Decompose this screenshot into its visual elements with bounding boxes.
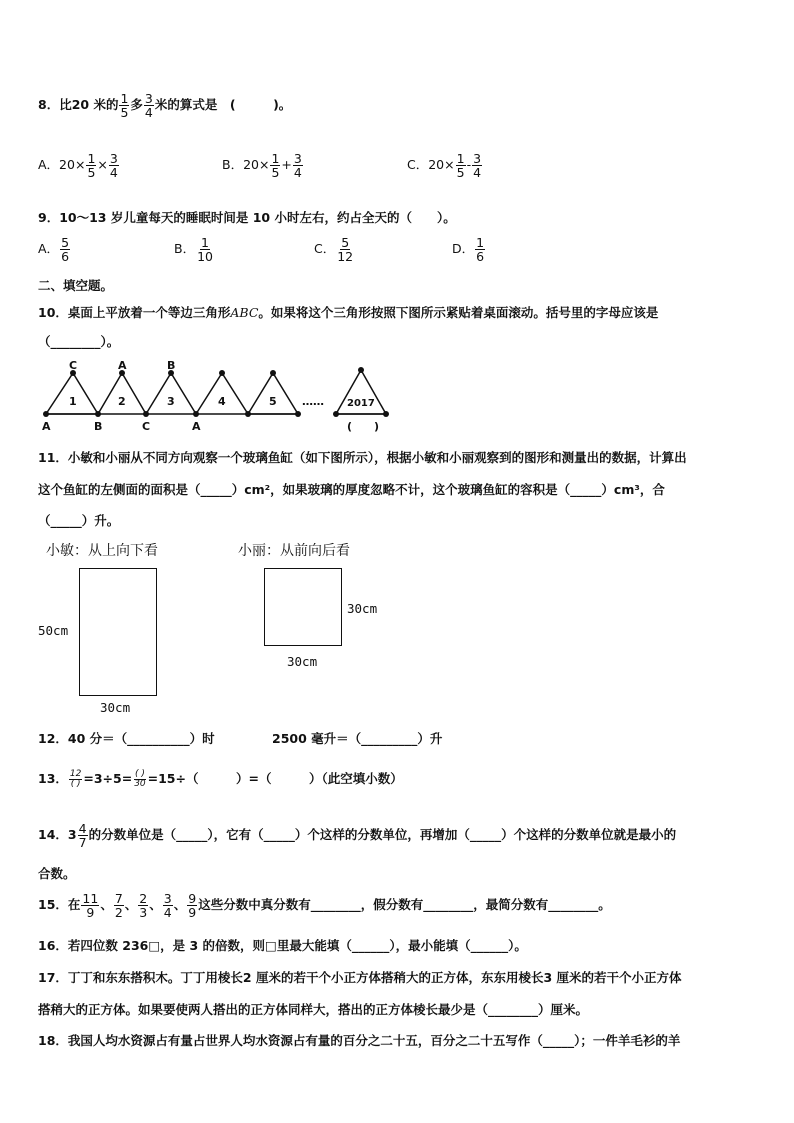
numerator: 1	[201, 235, 209, 250]
denominator: 7	[78, 835, 87, 851]
denominator: 6	[61, 249, 70, 265]
q14-stem	[38, 822, 676, 849]
mixed-number-whole: 3	[67, 827, 77, 843]
front-view-square	[264, 568, 342, 646]
answer-bracket[interactable]: ( )	[347, 420, 380, 433]
numerator: 2	[139, 891, 148, 906]
denominator: 5	[87, 165, 96, 181]
operator: -	[466, 157, 472, 173]
numerator: 3	[293, 151, 302, 166]
operator: +	[281, 157, 292, 173]
numerator: 1	[87, 151, 96, 166]
denominator: 5	[271, 165, 280, 181]
fraction	[456, 152, 466, 179]
q13-text-2: =15÷（ ）=（ ）（此空填小数）	[147, 771, 403, 786]
q8-fraction-1	[119, 92, 129, 119]
q9-stem: 9．10～13 岁儿童每天的睡眠时间是 10 小时左右，约占全天的（ ）。	[38, 210, 456, 225]
q15-fraction	[138, 892, 148, 919]
front-view-height-label: 30cm	[347, 601, 378, 616]
numerator: 1	[271, 151, 280, 166]
q8-option-a[interactable]	[38, 152, 120, 179]
fraction	[336, 236, 354, 263]
top-letter: C	[69, 359, 78, 372]
q14-number: 14．	[38, 827, 68, 843]
q12-part-2: 2500 毫升＝（_________）升	[272, 731, 443, 746]
q17-stem-line-2: 搭稍大的正方体。如果要使两人搭出的正方体同样大，搭出的正方体棱长最少是（________）厘米。	[38, 1002, 589, 1017]
option-label: C．	[314, 241, 336, 257]
denominator: 30	[134, 779, 146, 789]
q11-stem-line-3: （_____）升。	[38, 513, 120, 528]
operator: ×	[97, 157, 108, 173]
q8-option-c[interactable]	[407, 152, 483, 179]
bottom-letter: B	[94, 420, 103, 433]
numerator: 1	[456, 151, 465, 166]
q13-fraction-2	[133, 770, 146, 790]
q12-part-1: 12．40 分＝（__________）时	[38, 731, 215, 746]
numerator: 12	[69, 768, 82, 779]
numerator: 3	[109, 151, 118, 166]
q9-option-a[interactable]	[38, 236, 71, 263]
top-view-width-label: 30cm	[100, 700, 131, 715]
top-view-rectangle	[79, 568, 157, 696]
fraction	[472, 152, 482, 179]
numerator: 9	[188, 891, 197, 906]
option-label: A．	[38, 241, 60, 257]
denominator: 4	[144, 105, 153, 121]
q10-answer-blank[interactable]: （________）。	[38, 334, 120, 349]
triangle-number: 5	[269, 395, 277, 408]
option-label: A．20×	[38, 157, 86, 173]
numerator: 5	[341, 235, 350, 250]
front-view-width-label: 30cm	[287, 654, 318, 669]
numerator: 1	[476, 235, 485, 250]
ellipsis: ……	[302, 395, 324, 408]
section-heading-fill-blank: 二、填空题。	[38, 278, 114, 293]
q8-text-mid: 多	[130, 97, 143, 113]
q10-abc-label: ABC	[230, 305, 259, 320]
q10-stem	[38, 303, 658, 321]
option-label: C．20×	[407, 157, 455, 173]
denominator: 9	[86, 905, 95, 921]
q14-stem-line-2: 合数。	[38, 866, 76, 881]
q18-stem: 18．我国人均水资源占有量占世界人均水资源占有量的百分之二十五，百分之二十五写作（_____）；一件羊毛衫的羊	[38, 1033, 681, 1048]
numerator: 3	[163, 891, 172, 906]
q13-fraction-1	[69, 770, 82, 790]
q10-rolling-triangles-figure	[36, 358, 436, 438]
q15-fraction	[114, 892, 124, 919]
fraction	[293, 152, 303, 179]
numerator: 5	[61, 235, 70, 250]
q8-stem	[38, 92, 291, 119]
q15-fraction	[187, 892, 197, 919]
q13-number: 13．	[38, 771, 68, 786]
xiaoli-view-title: 小丽：从前向后看	[238, 543, 350, 559]
q14-text-1: 的分数单位是（_____），它有（_____）个这样的分数单位，再增加（_____）个这样的分数单位就是最小的	[88, 827, 677, 843]
fraction	[196, 236, 214, 263]
triangle-number-2017: 2017	[347, 398, 375, 409]
q10-text-1: 10．桌面上平放着一个等边三角形	[38, 305, 231, 320]
bottom-letter: C	[142, 420, 151, 433]
q10-text-2: 。如果将这个三角形按照下图所示紧贴着桌面滚动。括号里的字母应该是	[258, 305, 659, 320]
top-view-height-label: 50cm	[38, 623, 69, 638]
q15-fraction	[81, 892, 99, 919]
fraction	[475, 236, 485, 263]
q8-fraction-2	[144, 92, 154, 119]
xiaomin-view-title: 小敏：从上向下看	[46, 543, 158, 559]
q11-stem-line-2: 这个鱼缸的左侧面的面积是（_____）cm²，如果玻璃的厚度忽略不计，这个玻璃鱼缸的容积是（_____）cm³，合	[38, 482, 665, 497]
top-letter: A	[118, 359, 127, 372]
option-label: B．20×	[222, 157, 270, 173]
denominator: 4	[163, 905, 172, 921]
triangle-number: 1	[69, 395, 77, 408]
denominator[interactable]: ( )	[70, 779, 81, 789]
numerator: 3	[473, 151, 482, 166]
q8-text-post: 米的算式是 ( )。	[154, 97, 292, 113]
denominator: 4	[293, 165, 302, 181]
denominator: 10	[197, 249, 213, 265]
q9-option-c[interactable]	[314, 236, 355, 263]
denominator: 4	[473, 165, 482, 181]
q9-option-d[interactable]	[452, 236, 486, 263]
denominator: 12	[337, 249, 354, 265]
q8-number: 8．	[38, 97, 60, 113]
q13-text-1: =3÷5=	[83, 771, 133, 786]
q15-text-post: 这些分数中真分数有________，假分数有________，最简分数有________。	[198, 897, 611, 913]
numerator: 11	[82, 891, 99, 906]
denominator: 6	[476, 249, 485, 265]
fraction	[60, 236, 70, 263]
numerator: 1	[120, 91, 129, 106]
numerator: 3	[144, 91, 153, 106]
denominator: 5	[120, 105, 129, 121]
option-label: D．	[452, 241, 475, 257]
q8-option-b[interactable]	[222, 152, 304, 179]
q9-option-b[interactable]	[174, 236, 215, 263]
denominator: 4	[109, 165, 118, 181]
numerator: 4	[78, 821, 87, 836]
bottom-letter: A	[192, 420, 201, 433]
fraction	[109, 152, 119, 179]
q16-stem: 16．若四位数 236□，是 3 的倍数，则□里最大能填（______），最小能填（______）。	[38, 938, 527, 953]
q15-stem: 15．在 $\frac{11}{9}$ 、 $\frac{7}{2}$ 、 $\frac{2}{3}$ 、 $\frac{3}{4}$ 、 $\frac{9}{9}$ 这些分数中真分数有________，假分数有________，最简分数有________。	[38, 891, 611, 921]
triangle-number: 4	[218, 395, 226, 408]
q15-fraction	[163, 892, 173, 919]
fraction	[270, 152, 280, 179]
q15-text-pre: 15．在	[38, 897, 81, 913]
triangle-number: 2	[118, 395, 126, 408]
denominator: 3	[139, 905, 148, 921]
fraction	[86, 152, 96, 179]
denominator: 2	[114, 905, 123, 921]
bottom-letter: A	[42, 420, 51, 433]
denominator: 9	[188, 905, 197, 921]
denominator: 5	[456, 165, 465, 181]
q13-stem	[38, 769, 403, 789]
triangle-number: 3	[167, 395, 175, 408]
numerator: 7	[114, 891, 123, 906]
mixed-number-fraction	[78, 822, 88, 849]
q11-stem-line-1: 11．小敏和小丽从不同方向观察一个玻璃鱼缸（如下图所示），根据小敏和小丽观察到的图形和测量出的数据，计算出	[38, 450, 687, 465]
top-letter: B	[167, 359, 176, 372]
q8-text-pre: 比20 米的	[59, 97, 119, 113]
option-label: B．	[174, 241, 196, 257]
numerator[interactable]: ( )	[134, 768, 145, 779]
q17-stem-line-1: 17．丁丁和东东搭积木。丁丁用棱长2 厘米的若干个小正方体搭稍大的正方体，东东用棱长3 厘米的若干个小正方体	[38, 970, 682, 985]
